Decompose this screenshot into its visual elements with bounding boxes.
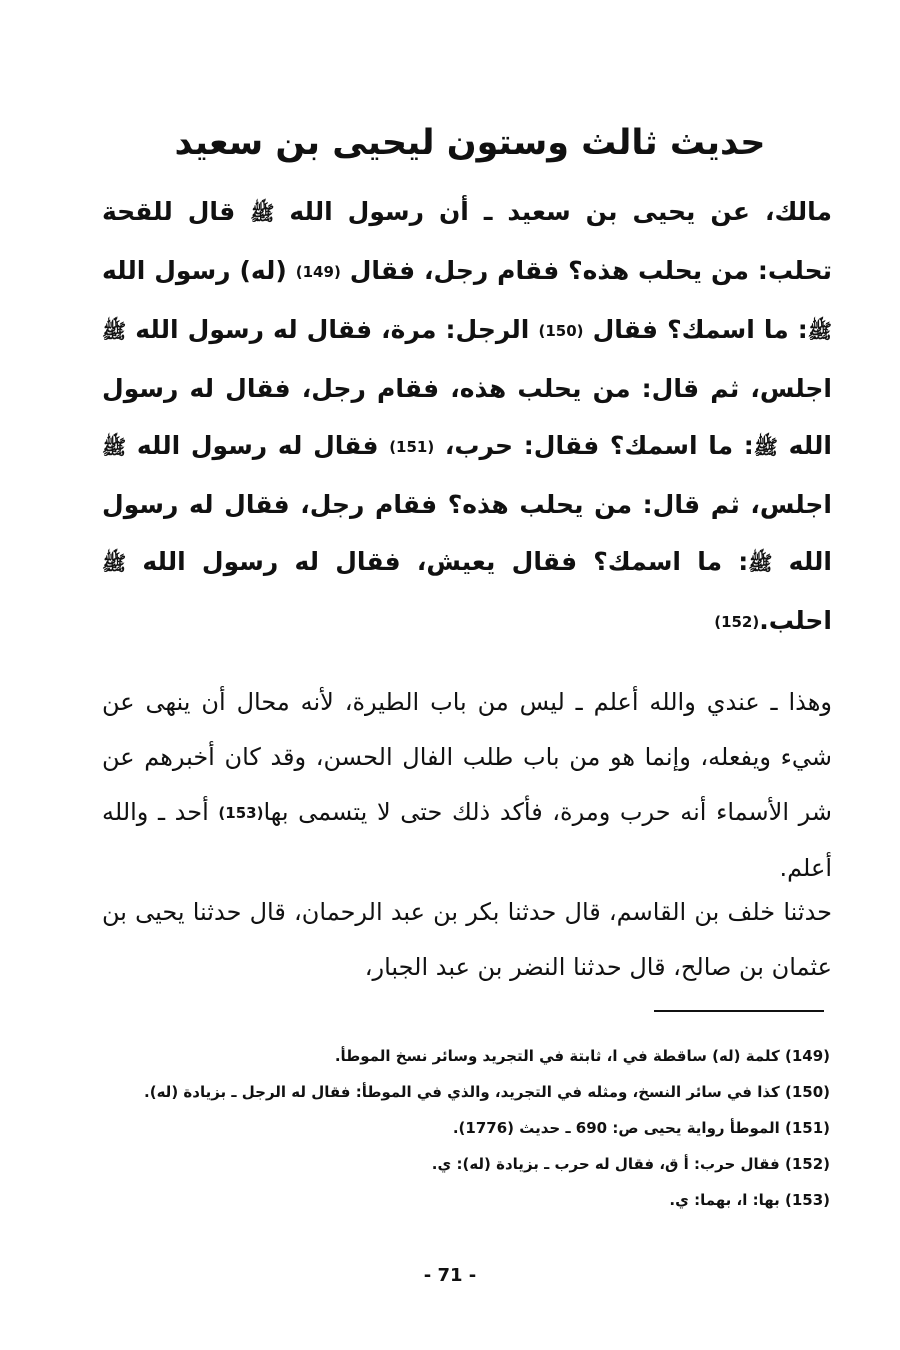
footnote-ref-150: (150) [538, 322, 584, 340]
hadith-text-part: احلب. [759, 606, 832, 635]
commentary-paragraph [102, 675, 832, 896]
footnote-divider [654, 1010, 824, 1012]
footnote-ref-152: (152) [714, 613, 760, 631]
salutation-glyph: ﷺ [753, 435, 778, 459]
footnote-149: (149) كلمة (له) ساقطة في ا، ثابتة في التجريد وسائر نسخ الموطأ. [334, 1047, 830, 1065]
hadith-text-part: (له) رسول الله [102, 256, 287, 285]
isnad-paragraph: حدثنا خلف بن القاسم، قال حدثنا بكر بن عبد الرحمان، قال حدثنا يحيى بن عثمان بن صالح، قال حدثنا النضر بن عبد الجبار، [102, 898, 832, 981]
hadith-text-part: مالك، عن يحيى بن سعيد ـ أن رسول الله [289, 197, 832, 226]
page-number: - 71 - [423, 1265, 477, 1286]
salutation-glyph: ﷺ [102, 435, 127, 459]
salutation-glyph: ﷺ [102, 551, 127, 575]
salutation-glyph: ﷺ [807, 319, 832, 343]
footnote-ref-151: (151) [389, 438, 435, 456]
footnotes-list [144, 1038, 830, 1218]
commentary-text: وهذا ـ عندي والله أعلم ـ ليس من باب الطيرة، لأنه محال أن ينهى عن شيء ويفعله، وإنما هو من باب طلب الفال الحسن، وقد كان أخبرهم عن شر الأسماء أنه حرب ومرة، فأكد ذلك حتى لا يتسمى بها [102, 688, 832, 826]
salutation-glyph: ﷺ [102, 319, 127, 343]
chapter-title: حديث ثالث وستون ليحيى بن سعيد [174, 123, 766, 163]
hadith-text-part: : ما اسمك؟ فقال يعيش، فقال له رسول الله [142, 547, 749, 576]
footnote-153: (153) بها: ا، بهما: ي. [669, 1191, 830, 1209]
hadith-text-part: الرجل: مرة، فقال له رسول الله [135, 315, 530, 344]
hadith-text-part: : ما اسمك؟ فقال: حرب، [444, 431, 754, 460]
hadith-text-part: اجلس، ثم قال: من يحلب هذه، فقام رجل، فقال له رسول الله [102, 374, 832, 460]
salutation-glyph: ﷺ [250, 201, 275, 225]
footnote-ref-153: (153) [218, 804, 264, 822]
footnote-150: (150) كذا في سائر النسخ، ومثله في التجريد، والذي في الموطأ: فقال له الرجل ـ بزيادة (له). [144, 1083, 830, 1101]
hadith-text-part: فقال له رسول الله [136, 431, 379, 460]
footnote-152: (152) فقال حرب: أ ق، فقال له حرب ـ بزيادة (له): ي. [431, 1155, 830, 1173]
hadith-text-part: اجلس، ثم قال: من يحلب هذه؟ فقام رجل، فقال له رسول الله [102, 490, 832, 576]
hadith-text [102, 183, 832, 651]
footnote-151: (151) الموطأ رواية يحيى ص: 690 ـ حديث (1776). [452, 1119, 830, 1137]
footnote-ref-149: (149) [295, 263, 341, 281]
hadith-text-part: : ما اسمك؟ فقال [592, 315, 808, 344]
salutation-glyph: ﷺ [748, 551, 773, 575]
hadith-text-part: قال للقحة تحلب: من يحلب هذه؟ فقام رجل، فقال [102, 197, 832, 285]
commentary-text: أحد ـ والله أعلم. [102, 798, 832, 882]
